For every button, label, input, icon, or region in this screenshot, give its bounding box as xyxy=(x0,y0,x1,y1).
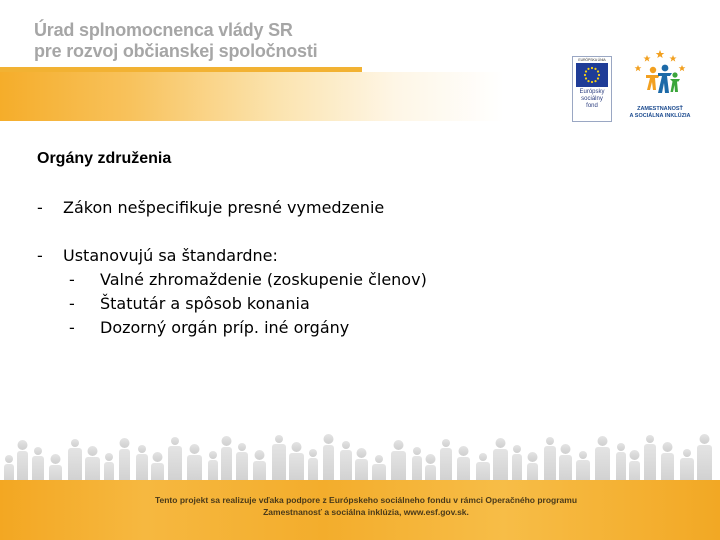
crowd-person-head xyxy=(34,447,42,455)
crowd-person-head xyxy=(528,452,538,462)
crowd-person-head xyxy=(255,450,265,460)
crowd-person-head xyxy=(394,440,404,450)
bullet-dash: - xyxy=(37,198,43,217)
crowd-person-head xyxy=(5,455,13,463)
esf-text-line3: fond xyxy=(586,103,598,109)
crowd-person-head xyxy=(579,451,587,459)
header-title-line2: pre rozvoj občianskej spoločnosti xyxy=(34,41,318,61)
program-logo-line2: A SOCIÁLNA INKLÚZIA xyxy=(629,113,691,119)
esf-logo xyxy=(572,56,612,122)
sub-item-dash: - xyxy=(69,294,75,313)
crowd-person-head xyxy=(71,439,79,447)
crowd-person-head xyxy=(442,439,450,447)
esf-text-line2: sociálny xyxy=(581,96,603,102)
esf-top-text: EURÓPSKA ÚNIA xyxy=(578,58,606,62)
crowd-person-head xyxy=(496,438,506,448)
sub-item-dash: - xyxy=(69,318,75,337)
bullet-dash: - xyxy=(37,246,43,265)
crowd-person-head xyxy=(105,453,113,461)
program-logo-text xyxy=(625,106,695,120)
crowd-silhouette-image xyxy=(0,425,720,485)
crowd-person-head xyxy=(138,445,146,453)
header-band xyxy=(0,72,720,121)
people-group-icon xyxy=(625,48,695,106)
crowd-person-head xyxy=(190,444,200,454)
esf-text-line1: Európsky xyxy=(579,89,605,95)
crowd-person-body xyxy=(272,444,286,485)
crowd-person-body xyxy=(323,445,334,485)
crowd-person-head xyxy=(51,454,61,464)
crowd-person-head xyxy=(426,454,436,464)
crowd-person-head xyxy=(413,447,421,455)
crowd-person-head xyxy=(375,455,383,463)
crowd-person-head xyxy=(238,443,246,451)
crowd-person-head xyxy=(275,435,283,443)
crowd-person-head xyxy=(324,434,334,444)
crowd-person-head xyxy=(561,444,571,454)
esf-text xyxy=(573,89,611,110)
crowd-person-body xyxy=(697,445,712,485)
crowd-person-head xyxy=(153,452,163,462)
sub-item-text: Štatutár a spôsob konania xyxy=(100,294,310,313)
crowd-person-head xyxy=(513,445,521,453)
crowd-person-head xyxy=(171,437,179,445)
bullet-text: Zákon nešpecifikuje presné vymedzenie xyxy=(63,198,385,217)
program-logo-line1: ZAMESTNANOSŤ xyxy=(637,106,683,112)
crowd-person-head xyxy=(617,443,625,451)
bullet-text: Ustanovujú sa štandardne: xyxy=(63,246,278,265)
eu-flag-icon xyxy=(576,63,608,87)
footer-line1: Tento projekt sa realizuje vďaka podpore z Európskeho sociálneho fondu v rámci Operačného programu xyxy=(154,495,578,505)
crowd-person-head xyxy=(630,450,640,460)
crowd-person-head xyxy=(222,436,232,446)
eu-stars-icon xyxy=(576,63,608,87)
crowd-person-head xyxy=(459,446,469,456)
crowd-person-body xyxy=(644,444,656,485)
crowd-person-head xyxy=(357,448,367,458)
crowd-person-head xyxy=(342,441,350,449)
crowd-person-head xyxy=(209,451,217,459)
footer-text xyxy=(146,494,586,518)
crowd-person-head xyxy=(646,435,654,443)
crowd-person-head xyxy=(546,437,554,445)
sub-item-dash: - xyxy=(69,270,75,289)
crowd-person-head xyxy=(88,446,98,456)
crowd-person-head xyxy=(663,442,673,452)
crowd-person-head xyxy=(292,442,302,452)
header-title xyxy=(34,20,317,62)
footer-line2: Zamestnanosť a sociálna inklúzia, www.esf.gov.sk. xyxy=(263,507,469,517)
crowd-person-head xyxy=(120,438,130,448)
crowd-person-head xyxy=(309,449,317,457)
slide-heading: Orgány združenia xyxy=(37,150,172,167)
sub-item-text: Dozorný orgán príp. iné orgány xyxy=(100,318,350,337)
sub-item-text: Valné zhromaždenie (zoskupenie členov) xyxy=(100,270,427,289)
header-title-line1: Úrad splnomocnenca vlády SR xyxy=(34,20,293,40)
crowd-person-head xyxy=(700,434,710,444)
crowd-person-head xyxy=(18,440,28,450)
crowd-person-head xyxy=(683,449,691,457)
crowd-person-head xyxy=(479,453,487,461)
crowd-person-head xyxy=(598,436,608,446)
program-logo xyxy=(625,48,695,124)
